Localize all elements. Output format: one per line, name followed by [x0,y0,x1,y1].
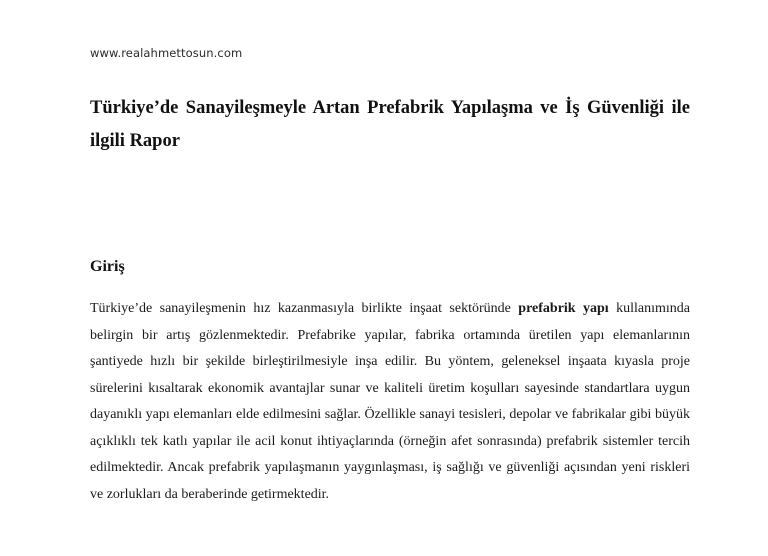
document-title: Türkiye’de Sanayileşmeyle Artan Prefabrik Yapılaşma ve İş Güvenliği ile ilgili Rapor [90,98,690,151]
header-url: www.realahmettosun.com [90,46,243,60]
paragraph-bold-term: prefabrik yapı [518,301,609,316]
body-paragraph [90,296,690,508]
section-heading: Giriş [90,258,125,275]
paragraph-text-start: Türkiye’de sanayileşmenin hız kazanmasıyla birlikte inşaat sektöründe [90,301,519,316]
paragraph-text-rest: kullanımında belirgin bir artış gözlenmektedir. Prefabrike yapılar, fabrika ortamında üretilen yapı elemanlarının şantiyede hızlı bir şekilde birleştirilmesiyle inşa edilir. Bu yöntem, geleneksel inşaata kıyasla proje sürelerini kısaltarak ekonomik avantajlar sunar ve kaliteli üretim koşulları sayesinde standartlara uygun dayanıklı yapı elemanları elde edilmesini sağlar. Özellikle sanayi tesisleri, depolar ve fabrikalar gibi büyük açıklıklı tek katlı yapılar ile acil konut ihtiyaçlarında (örneğin afet sonrasında) prefabrik sistemler tercih edilmektedir. Ancak prefabrik yapılaşmanın yaygınlaşması, iş sağlığı ve güvenliği açısından yeni riskleri ve zorlukları da beraberinde getirmektedir. [90,301,690,502]
